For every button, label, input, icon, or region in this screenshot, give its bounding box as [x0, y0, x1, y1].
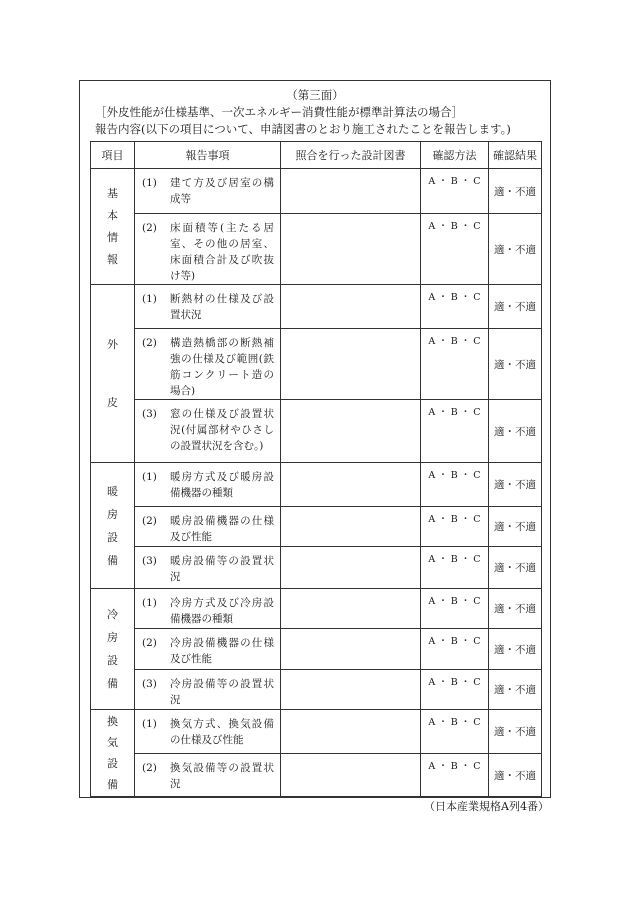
- method-options[interactable]: A ・ B ・ C: [428, 176, 481, 187]
- table-row: [91, 463, 542, 507]
- header-category: 項目: [91, 142, 135, 169]
- item-text: 床面積等(主たる居室、その他の居室、床面積合計及び吹抜け等): [170, 222, 274, 282]
- result-cell[interactable]: 適・不適: [489, 329, 542, 400]
- item-text: 冷房設備等の設置状況: [170, 678, 274, 706]
- item-cell: [135, 214, 281, 285]
- item-text: 冷房設備機器の仕様及び性能: [170, 637, 274, 665]
- design-doc-cell[interactable]: [281, 169, 421, 214]
- item-number: (2): [142, 762, 157, 774]
- item-number: (1): [142, 718, 157, 730]
- table-row: [91, 547, 542, 589]
- method-cell[interactable]: [421, 507, 489, 547]
- category-cell: [91, 169, 135, 285]
- design-doc-cell[interactable]: [281, 754, 421, 797]
- method-cell[interactable]: [421, 547, 489, 589]
- item-number: (3): [142, 678, 157, 690]
- item-cell: [135, 400, 281, 463]
- item-number: (3): [142, 555, 157, 567]
- item-text: 暖房設備等の設置状況: [170, 555, 274, 583]
- table-row: [91, 329, 542, 400]
- method-cell[interactable]: [421, 329, 489, 400]
- condition-line: ［外皮性能が仕様基準、一次エネルギー消費性能が標準計算法の場合］: [95, 105, 463, 119]
- item-text: 窓の仕様及び設置状況(付属部材やひさしの設置状況を含む。): [170, 408, 274, 452]
- item-text: 暖房方式及び暖房設備機器の種類: [170, 471, 274, 499]
- item-cell: [135, 169, 281, 214]
- table-row: [91, 400, 542, 463]
- result-cell[interactable]: 適・不適: [489, 169, 542, 214]
- method-options[interactable]: A ・ B ・ C: [428, 717, 481, 728]
- item-number: (2): [142, 337, 157, 349]
- method-cell[interactable]: [421, 285, 489, 329]
- table-row: [91, 710, 542, 754]
- design-doc-cell[interactable]: [281, 507, 421, 547]
- table-row: [91, 754, 542, 797]
- item-cell: [135, 710, 281, 754]
- method-options[interactable]: A ・ B ・ C: [428, 407, 481, 418]
- method-cell[interactable]: [421, 589, 489, 629]
- design-doc-cell[interactable]: [281, 329, 421, 400]
- item-cell: [135, 754, 281, 797]
- method-cell[interactable]: [421, 214, 489, 285]
- item-text: 建て方及び居室の構成等: [170, 177, 274, 205]
- design-doc-cell[interactable]: [281, 214, 421, 285]
- table-row: [91, 507, 542, 547]
- table-row: [91, 629, 542, 670]
- item-cell: [135, 670, 281, 710]
- item-text: 換気設備等の設置状況: [170, 762, 274, 790]
- result-cell[interactable]: 適・不適: [489, 463, 542, 507]
- item-cell: [135, 329, 281, 400]
- page-heading: （第三面）: [286, 88, 344, 102]
- category-label: 外皮: [107, 337, 118, 409]
- category-label: 基本情報: [107, 186, 118, 266]
- method-cell[interactable]: [421, 400, 489, 463]
- design-doc-cell[interactable]: [281, 670, 421, 710]
- method-options[interactable]: A ・ B ・ C: [428, 336, 481, 347]
- result-cell[interactable]: 適・不適: [489, 710, 542, 754]
- category-label: 換気設備: [107, 715, 118, 791]
- category-cell: [91, 710, 135, 797]
- design-doc-cell[interactable]: [281, 547, 421, 589]
- form-frame: [79, 80, 551, 798]
- method-options[interactable]: A ・ B ・ C: [428, 554, 481, 565]
- item-number: (1): [142, 177, 157, 189]
- table-row: [91, 214, 542, 285]
- item-cell: [135, 507, 281, 547]
- item-text: 換気方式、換気設備の仕様及び性能: [170, 718, 274, 746]
- item-cell: [135, 589, 281, 629]
- category-label: 冷房設備: [107, 608, 118, 690]
- category-cell: [91, 589, 135, 710]
- table-row: [91, 589, 542, 629]
- category-cell: [91, 285, 135, 463]
- table-row: [91, 285, 542, 329]
- design-doc-cell[interactable]: [281, 629, 421, 670]
- item-number: (2): [142, 515, 157, 527]
- item-cell: [135, 285, 281, 329]
- design-doc-cell[interactable]: [281, 463, 421, 507]
- category-cell: [91, 463, 135, 589]
- method-options[interactable]: A ・ B ・ C: [428, 636, 481, 647]
- method-options[interactable]: A ・ B ・ C: [428, 761, 481, 772]
- table-row: [91, 169, 542, 214]
- item-text: 暖房設備機器の仕様及び性能: [170, 515, 274, 543]
- result-cell[interactable]: 適・不適: [489, 507, 542, 547]
- report-table: [90, 141, 542, 797]
- header-result: 確認結果: [489, 142, 542, 169]
- category-label: 暖房設備: [107, 484, 118, 567]
- method-cell[interactable]: [421, 463, 489, 507]
- result-cell[interactable]: 適・不適: [489, 589, 542, 629]
- item-text: 断熱材の仕様及び設置状況: [170, 293, 274, 321]
- result-cell[interactable]: 適・不適: [489, 285, 542, 329]
- method-options[interactable]: A ・ B ・ C: [428, 221, 481, 232]
- item-cell: [135, 463, 281, 507]
- item-number: (2): [142, 222, 157, 234]
- method-options[interactable]: A ・ B ・ C: [428, 514, 481, 525]
- item-text: 構造熱橋部の断熱補強の仕様及び範囲(鉄筋コンクリート造の場合): [170, 337, 274, 397]
- method-options[interactable]: A ・ B ・ C: [428, 677, 481, 688]
- result-cell[interactable]: 適・不適: [489, 400, 542, 463]
- method-cell[interactable]: [421, 754, 489, 797]
- item-number: (1): [142, 471, 157, 483]
- intro-line: 報告内容(以下の項目について、申請図書のとおり施工されたことを報告します。): [95, 122, 511, 136]
- result-cell[interactable]: 適・不適: [489, 754, 542, 797]
- item-cell: [135, 629, 281, 670]
- result-cell[interactable]: 適・不適: [489, 629, 542, 670]
- method-options[interactable]: A ・ B ・ C: [428, 470, 481, 481]
- result-cell[interactable]: 適・不適: [489, 547, 542, 589]
- method-cell[interactable]: [421, 670, 489, 710]
- header-design-docs: 照合を行った設計図書: [281, 142, 421, 169]
- method-options[interactable]: A ・ B ・ C: [428, 596, 481, 607]
- item-number: (2): [142, 637, 157, 649]
- footer-note: （日本産業規格A列4番）: [424, 800, 549, 813]
- header-method: 確認方法: [421, 142, 489, 169]
- item-text: 冷房方式及び冷房設備機器の種類: [170, 597, 274, 625]
- item-number: (3): [142, 408, 157, 420]
- design-doc-cell[interactable]: [281, 400, 421, 463]
- item-number: (1): [142, 597, 157, 609]
- result-cell[interactable]: 適・不適: [489, 670, 542, 710]
- header-row: [91, 142, 542, 169]
- header-item: 報告事項: [135, 142, 281, 169]
- table-row: [91, 670, 542, 710]
- method-cell[interactable]: [421, 629, 489, 670]
- method-cell[interactable]: [421, 169, 489, 214]
- item-cell: [135, 547, 281, 589]
- result-cell[interactable]: 適・不適: [489, 214, 542, 285]
- design-doc-cell[interactable]: [281, 710, 421, 754]
- method-options[interactable]: A ・ B ・ C: [428, 292, 481, 303]
- item-number: (1): [142, 293, 157, 305]
- design-doc-cell[interactable]: [281, 589, 421, 629]
- design-doc-cell[interactable]: [281, 285, 421, 329]
- method-cell[interactable]: [421, 710, 489, 754]
